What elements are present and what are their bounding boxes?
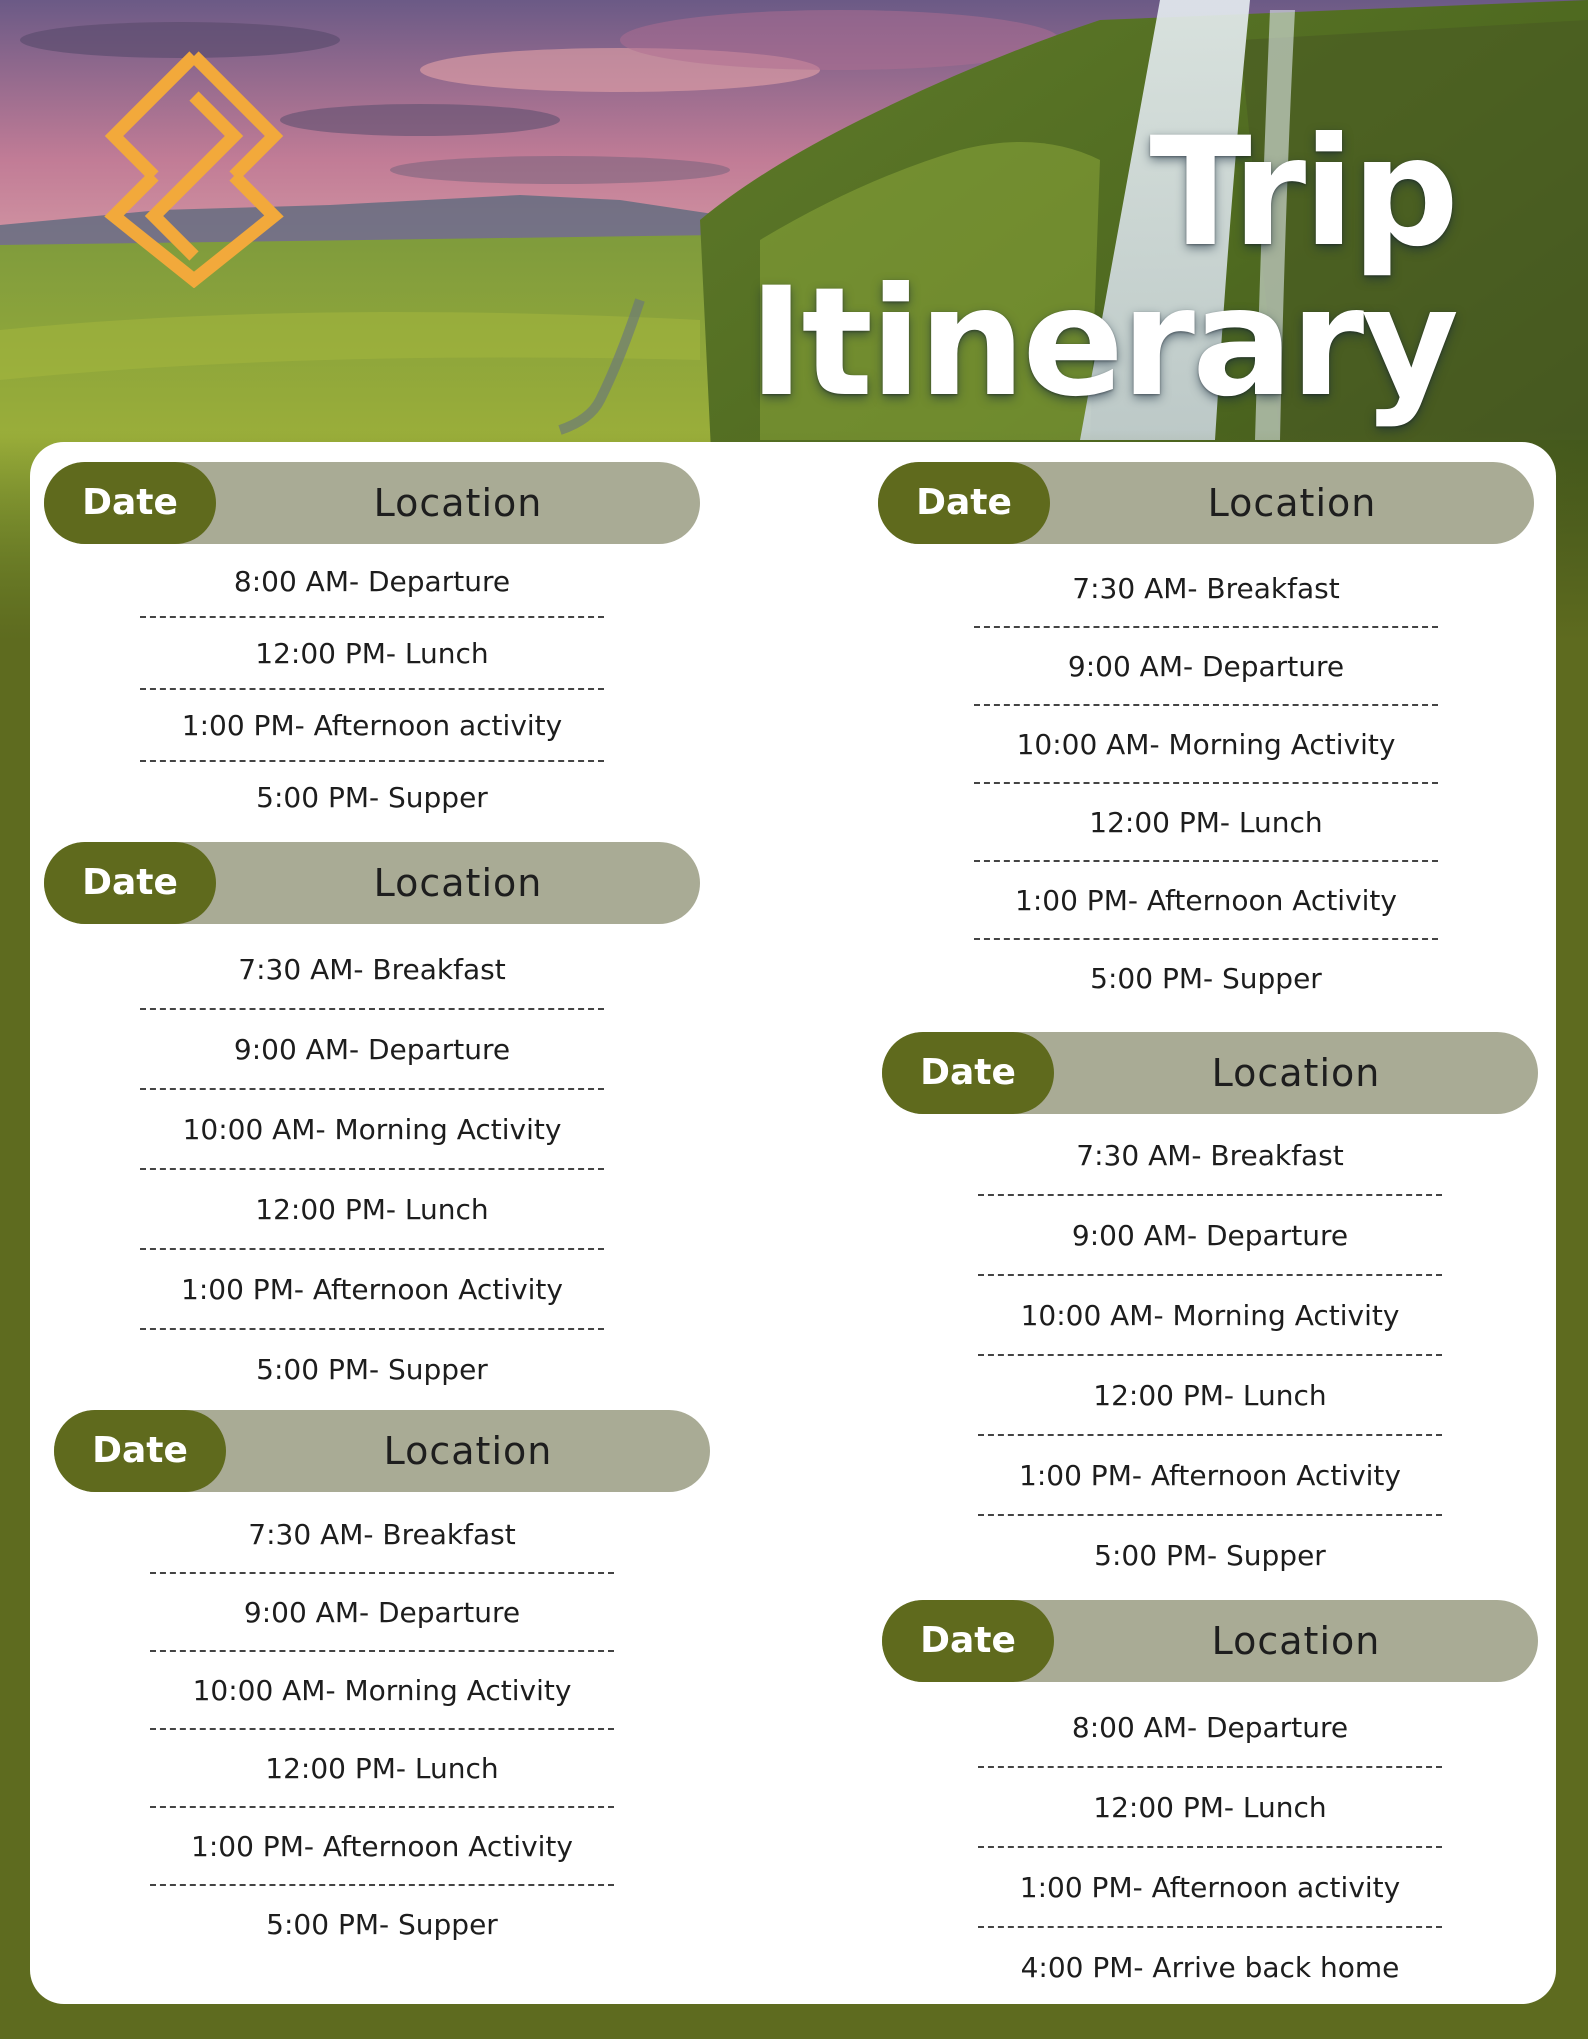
event-item: 7:30 AM- Breakfast — [150, 1496, 614, 1574]
event-item: 5:00 PM- Supper — [266, 1908, 498, 1941]
event-item: 1:00 PM- Afternoon activity — [978, 1848, 1442, 1928]
event-list — [882, 1688, 1538, 2008]
event-list — [44, 546, 700, 834]
event-item: 7:30 AM- Breakfast — [978, 1116, 1442, 1196]
event-item: 10:00 AM- Morning Activity — [140, 1090, 604, 1170]
location-label: Location — [373, 861, 543, 905]
event-item: 4:00 PM- Arrive back home — [1020, 1951, 1400, 1984]
event-list — [882, 1116, 1538, 1596]
day-block-5 — [882, 1032, 1538, 1596]
event-list — [878, 550, 1534, 1018]
title-line-trip: Trip — [1149, 106, 1456, 280]
event-item: 12:00 PM- Lunch — [978, 1768, 1442, 1848]
event-item: 1:00 PM- Afternoon Activity — [974, 862, 1438, 940]
itinerary-card — [30, 442, 1556, 2004]
location-label: Location — [1207, 481, 1377, 525]
event-item: 9:00 AM- Departure — [150, 1574, 614, 1652]
day-block-1 — [44, 462, 700, 834]
location-label: Location — [1211, 1051, 1381, 1095]
event-item: 10:00 AM- Morning Activity — [150, 1652, 614, 1730]
event-item: 1:00 PM- Afternoon activity — [140, 690, 604, 762]
event-item: 1:00 PM- Afternoon Activity — [140, 1250, 604, 1330]
date-pill: Date — [44, 462, 216, 544]
event-item: 7:30 AM- Breakfast — [974, 550, 1438, 628]
event-item: 10:00 AM- Morning Activity — [974, 706, 1438, 784]
event-list — [54, 1496, 710, 1964]
event-item: 9:00 AM- Departure — [974, 628, 1438, 706]
day-header — [44, 462, 700, 544]
day-header — [54, 1410, 710, 1492]
day-header — [44, 842, 700, 924]
day-header — [878, 462, 1534, 544]
day-block-2 — [44, 842, 700, 1410]
date-pill: Date — [54, 1410, 226, 1492]
event-item: 8:00 AM- Departure — [140, 546, 604, 618]
event-item: 5:00 PM- Supper — [256, 781, 488, 814]
event-item: 12:00 PM- Lunch — [140, 618, 604, 690]
day-block-4 — [878, 462, 1534, 1018]
event-item: 5:00 PM- Supper — [256, 1353, 488, 1386]
day-block-6 — [882, 1600, 1538, 2008]
event-item: 7:30 AM- Breakfast — [140, 930, 604, 1010]
event-item: 9:00 AM- Departure — [978, 1196, 1442, 1276]
event-item: 5:00 PM- Supper — [1090, 962, 1322, 995]
event-item: 1:00 PM- Afternoon Activity — [978, 1436, 1442, 1516]
day-header — [882, 1032, 1538, 1114]
date-pill: Date — [882, 1032, 1054, 1114]
event-item: 12:00 PM- Lunch — [974, 784, 1438, 862]
event-list — [44, 930, 700, 1410]
day-block-3 — [54, 1410, 710, 1964]
event-item: 8:00 AM- Departure — [978, 1688, 1442, 1768]
event-item: 1:00 PM- Afternoon Activity — [150, 1808, 614, 1886]
orange-geometric-s-logo-icon — [104, 48, 284, 288]
page-title — [748, 106, 1456, 430]
event-item: 12:00 PM- Lunch — [978, 1356, 1442, 1436]
location-label: Location — [1211, 1619, 1381, 1663]
event-item: 10:00 AM- Morning Activity — [978, 1276, 1442, 1356]
event-item: 9:00 AM- Departure — [140, 1010, 604, 1090]
title-line-itinerary: Itinerary — [748, 256, 1456, 430]
date-pill: Date — [882, 1600, 1054, 1682]
location-label: Location — [383, 1429, 553, 1473]
date-pill: Date — [878, 462, 1050, 544]
location-label: Location — [373, 481, 543, 525]
date-pill: Date — [44, 842, 216, 924]
event-item: 12:00 PM- Lunch — [150, 1730, 614, 1808]
event-item: 5:00 PM- Supper — [1094, 1539, 1326, 1572]
event-item: 12:00 PM- Lunch — [140, 1170, 604, 1250]
day-header — [882, 1600, 1538, 1682]
